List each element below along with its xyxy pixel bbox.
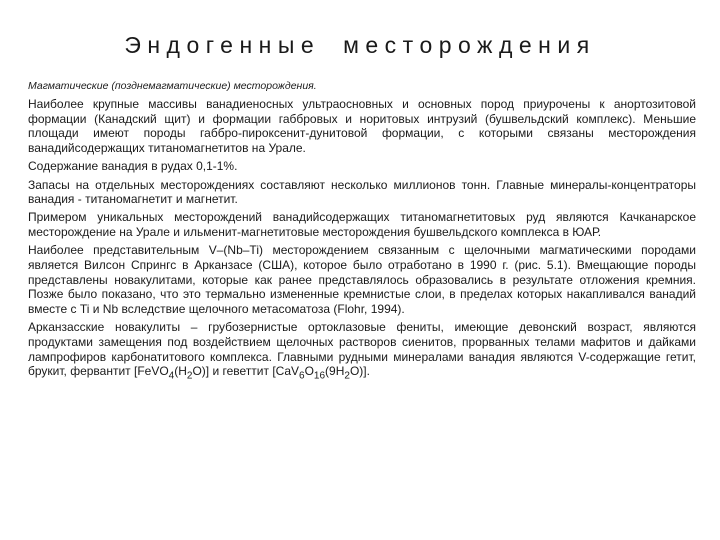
- paragraph: Примером уникальных месторождений ванадийсодержащих титаномагнетитовых руд являются Качканарское месторождение на Урале и ильменит-магнетитовые месторождения бушвельдского комплекса в ЮАР.: [28, 210, 696, 240]
- formula-text: O)].: [349, 364, 370, 379]
- paragraph: Наиболее представительным V–(Nb–Ti) месторождением связанным с щелочными магматическими породами является Вилсон Спрингс в Арканзасе (США), которое было отработано в 1990 г. (рис. 5.1). Вмещающие породы представлены новакулитами, которые как ранее представлялось образовались в результате отложения кремния. Позже было показано, что это термально измененные кремнистые слои, в пределах которых накапливался ванадий вместе с Ti и Nb вследствие щелочного метасоматоза (Flohr, 1994).: [28, 243, 696, 317]
- formula-subscript: 4: [168, 370, 175, 382]
- formula-subscript: 2: [186, 370, 193, 382]
- body-text: [28, 97, 696, 388]
- formula-subscript: 16: [313, 370, 326, 382]
- page-title: Эндогенные месторождения: [124, 32, 596, 58]
- paragraph: Запасы на отдельных месторождениях составляют несколько миллионов тонн. Главные минералы-концентраторы ванадия - титаномагнетит и магнетит.: [28, 177, 696, 207]
- paragraph: Наиболее крупные массивы ванадиеносных ультраосновных и основных пород приурочены к анортозитовой формации (Канадский щит) и формации габбровых и норитовых интрузий (бушвельдский комплекс). Меньшие площади имеют породы габбро-пироксенит-дунитовой формации, с которыми связаны месторождения ванадийсодержащих титаномагнетитов на Урале.: [28, 97, 696, 156]
- formula-text: (H: [174, 364, 187, 379]
- paragraph: Содержание ванадия в рудах 0,1-1%.: [28, 159, 238, 174]
- paragraph-text: Арканзасские новакулиты – грубозернистые ортоклазовые фениты, имеющие девонский возраст, являются продуктами замещения под воздействием щелочных растворов сиенитов, прорванных телами мафитов и дайками лампрофиров карбонатитового комплекса. Главными рудными минералами ванадия являются V-содержащие гетит, брукит, фервантит [FeVO: [28, 320, 696, 379]
- formula-subscript: 6: [299, 370, 305, 382]
- section-subtitle: Магматические (позднемагматические) месторождения.: [28, 80, 317, 92]
- formula-text: O: [304, 364, 314, 379]
- paragraph-last: [28, 320, 696, 384]
- formula-text: (9H: [325, 364, 345, 379]
- formula-text: O)] и геветтит [CaV: [192, 364, 300, 379]
- formula-subscript: 2: [344, 370, 350, 382]
